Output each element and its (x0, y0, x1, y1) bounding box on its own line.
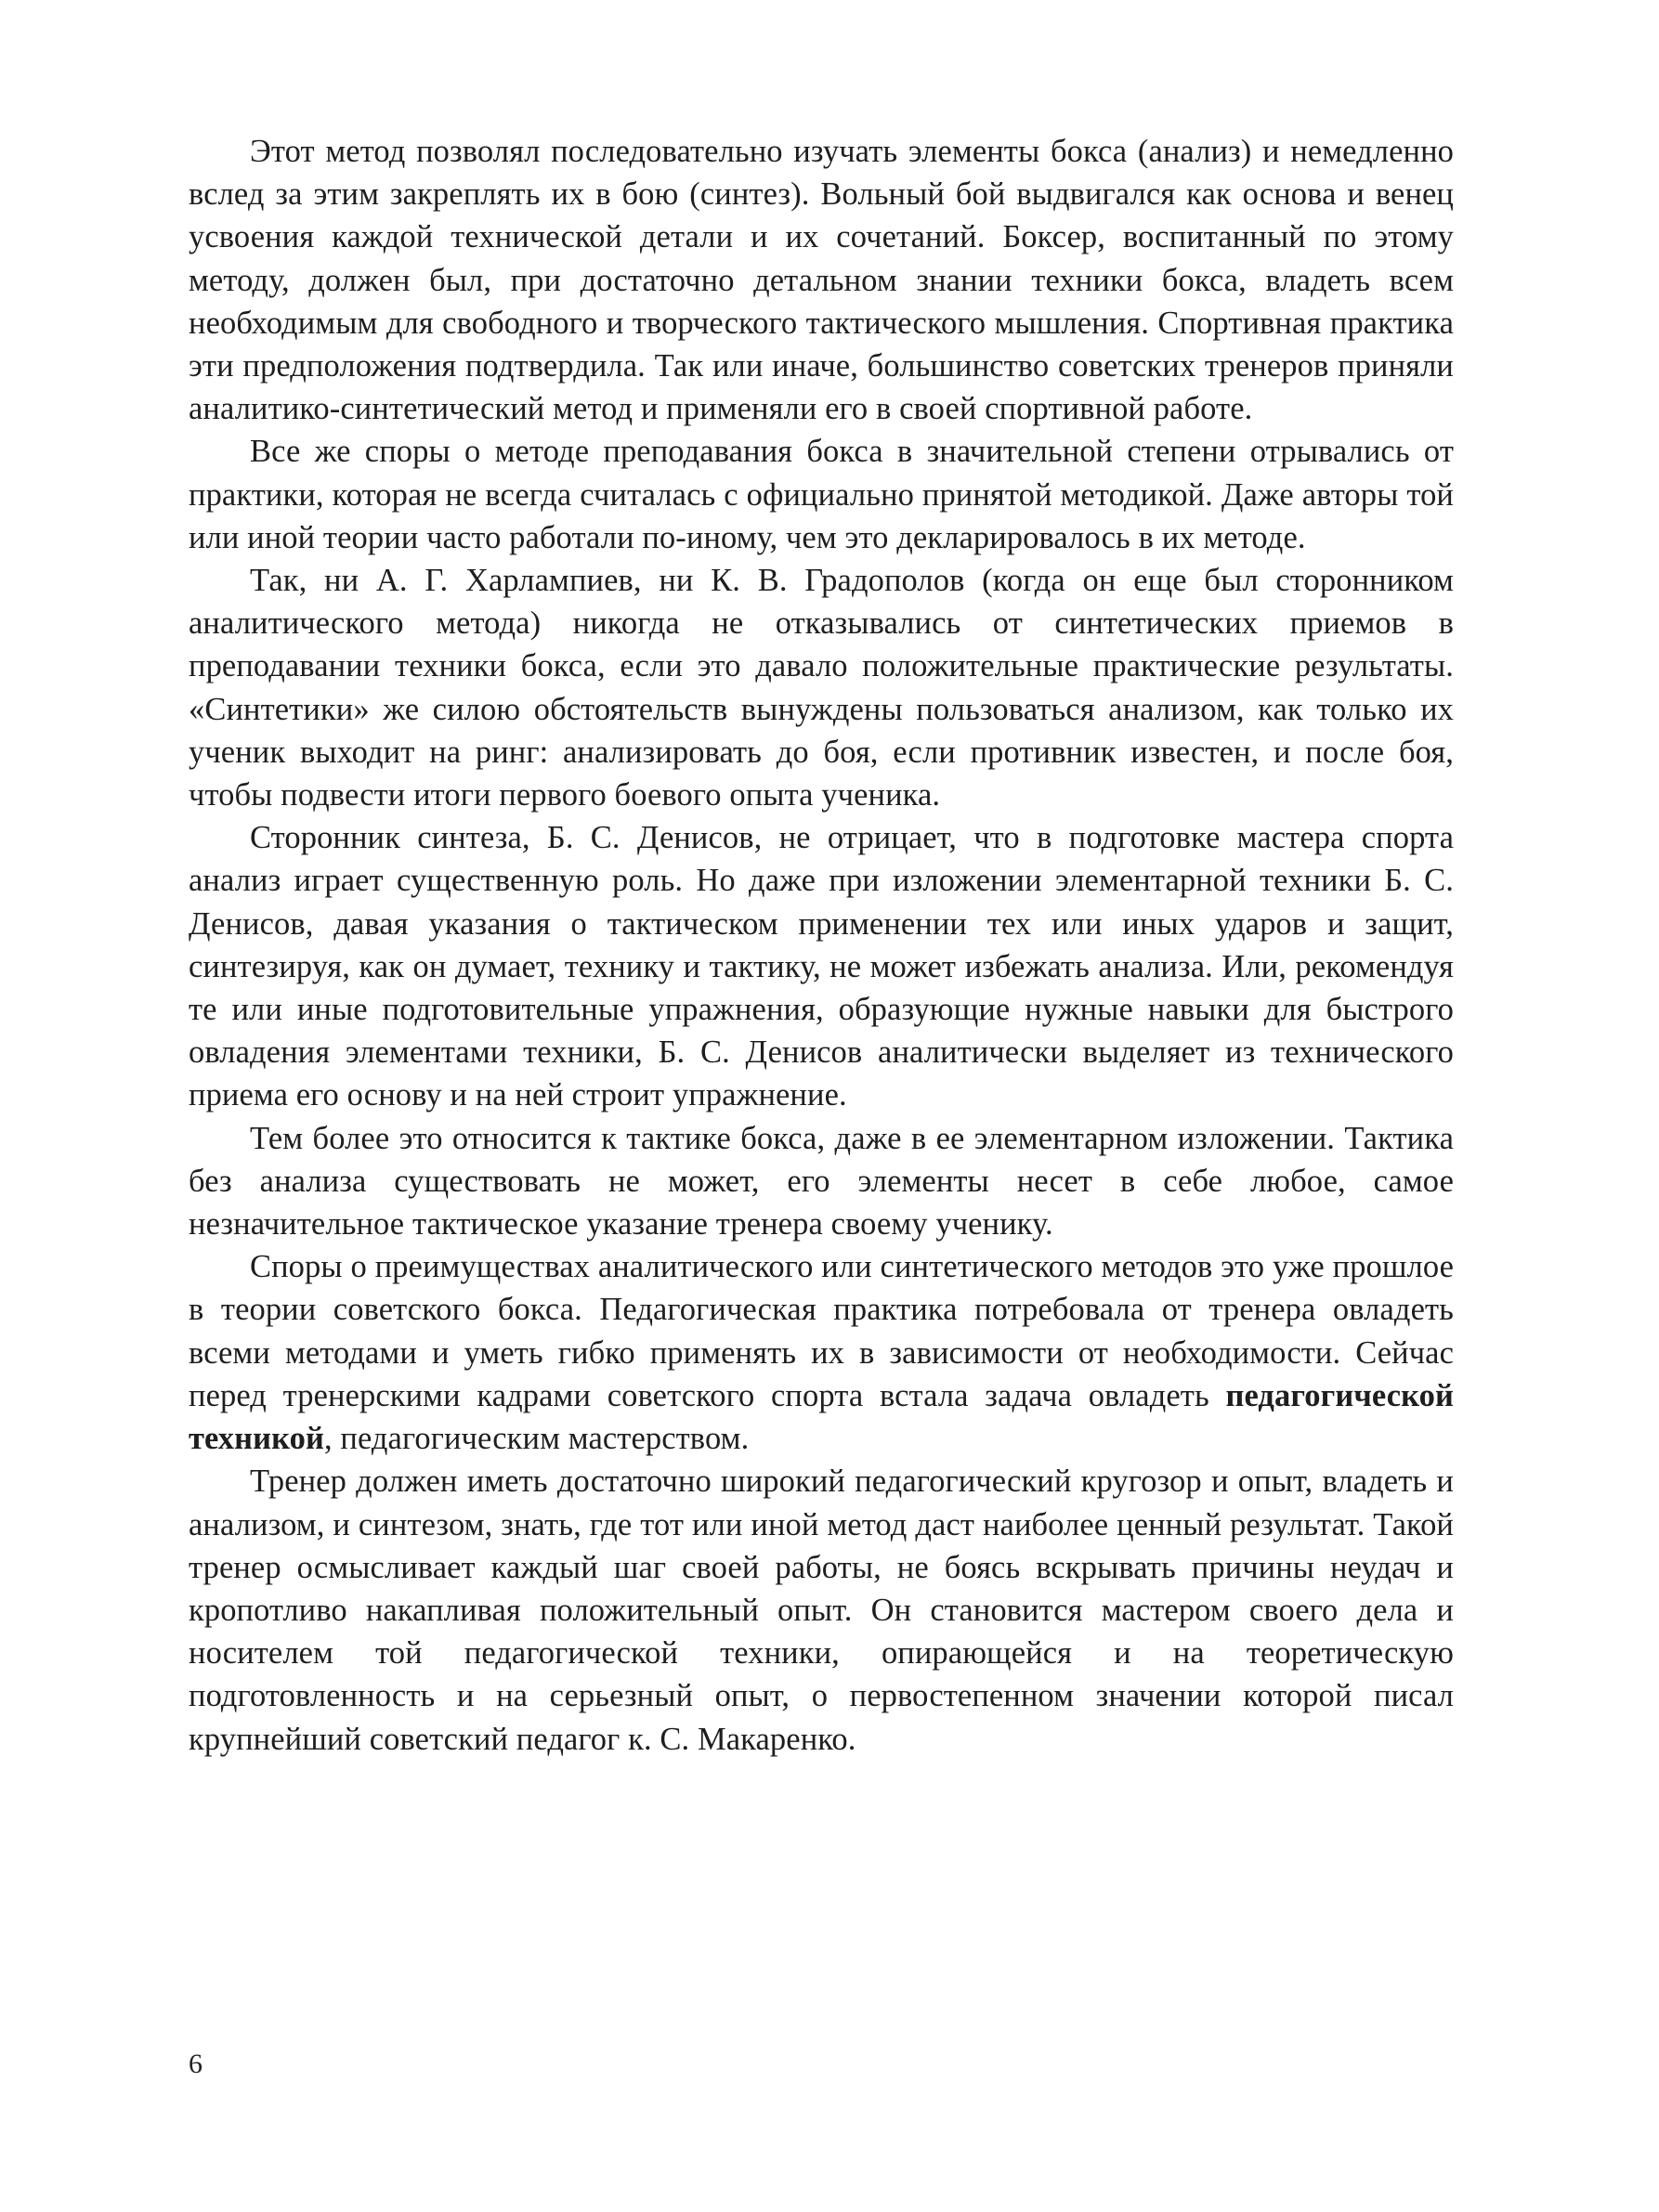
paragraph-1: Этот метод позволял последовательно изучать элементы бокса (анализ) и немедленно вслед за этим закреплять их в бою (синтез). Вольный бой выдвигался как основа и венец усвоения каждой технической детали и их сочетаний. Боксер, воспитанный по этому методу, должен был, при достаточно детальном знании техники бокса, владеть всем необходимым для свободного и творческого тактического мышления. Спортивная практика эти предположения подтвердила. Так или иначе, большинство советских тренеров приняли аналитико-синтетический метод и применяли его в своей спортивной работе. (189, 134, 1454, 427)
paragraph-6-bold-term: педагогической техникой (189, 1377, 1454, 1457)
paragraph-6 (189, 1245, 1454, 1460)
paragraph-7: Тренер должен иметь достаточно широкий педагогический кругозор и опыт, владеть и анализом, и синтезом, знать, где тот или иной метод даст наиболее ценный результат. Такой тренер осмысливает каждый шаг своей работы, не боясь вскрывать причины неудач и кропотливо накапливая положительный опыт. Он становится мастером своего дела и носителем той педагогической техники, опирающейся и на теоретическую подготовленность и на серьезный опыт, о первостепенном значении которой писал крупнейший советский педагог к. С. Макаренко. (189, 1464, 1454, 1757)
paragraph-4: Сторонник синтеза, Б. С. Денисов, не отрицает, что в подготовке мастера спорта анализ играет существенную роль. Но даже при изложении элементарной техники Б. С. Денисов, давая указания о тактическом применении тех или иных ударов и защит, синтезируя, как он думает, технику и тактику, не может избежать анализа. Или, рекомендуя те или иные подготовительные упражнения, образующие нужные навыки для быстрого овладения элементами техники, Б. С. Денисов аналитически выделяет из технического приема его основу и на ней строит упражнение. (189, 820, 1454, 1113)
paragraph-5: Тем более это относится к тактике бокса, даже в ее элементарном изложении. Тактика без анализа существовать не может, его элементы несет в себе любое, самое незначительное тактическое указание тренера своему ученику. (189, 1120, 1454, 1243)
page-number: 6 (189, 2049, 202, 2079)
document-page (189, 130, 1454, 1761)
paragraph-2: Все же споры о методе преподавания бокса в значительной степени отрывались от практики, которая не всегда считалась с официально принятой методикой. Даже авторы той или иной теории часто работали по-иному, чем это декларировалось в их методе. (189, 434, 1454, 555)
paragraph-3: Так, ни А. Г. Харлампиев, ни К. В. Градополов (когда он еще был сторонником аналитического метода) никогда не отказывались от синтетических приемов в преподавании техники бокса, если это давало положительные практические результаты. «Синтетики» же силою обстоятельств вынуждены пользоваться анализом, как только их ученик выходит на ринг: анализировать до боя, если противник известен, и после боя, чтобы подвести итоги первого боевого опыта ученика. (189, 563, 1454, 813)
paragraph-6-text-end: , педагогическим мастерством. (323, 1421, 750, 1457)
paragraph-6-text-start: Споры о преимуществах аналитического или синтетического методов это уже прошлое в теории советского бокса. Педагогическая практика потребовала от тренера овладеть всеми методами и уметь гибко применять их в зависимости от необходимости. Сейчас перед тренерскими кадрами советского спорта встала задача овладеть (189, 1249, 1454, 1413)
